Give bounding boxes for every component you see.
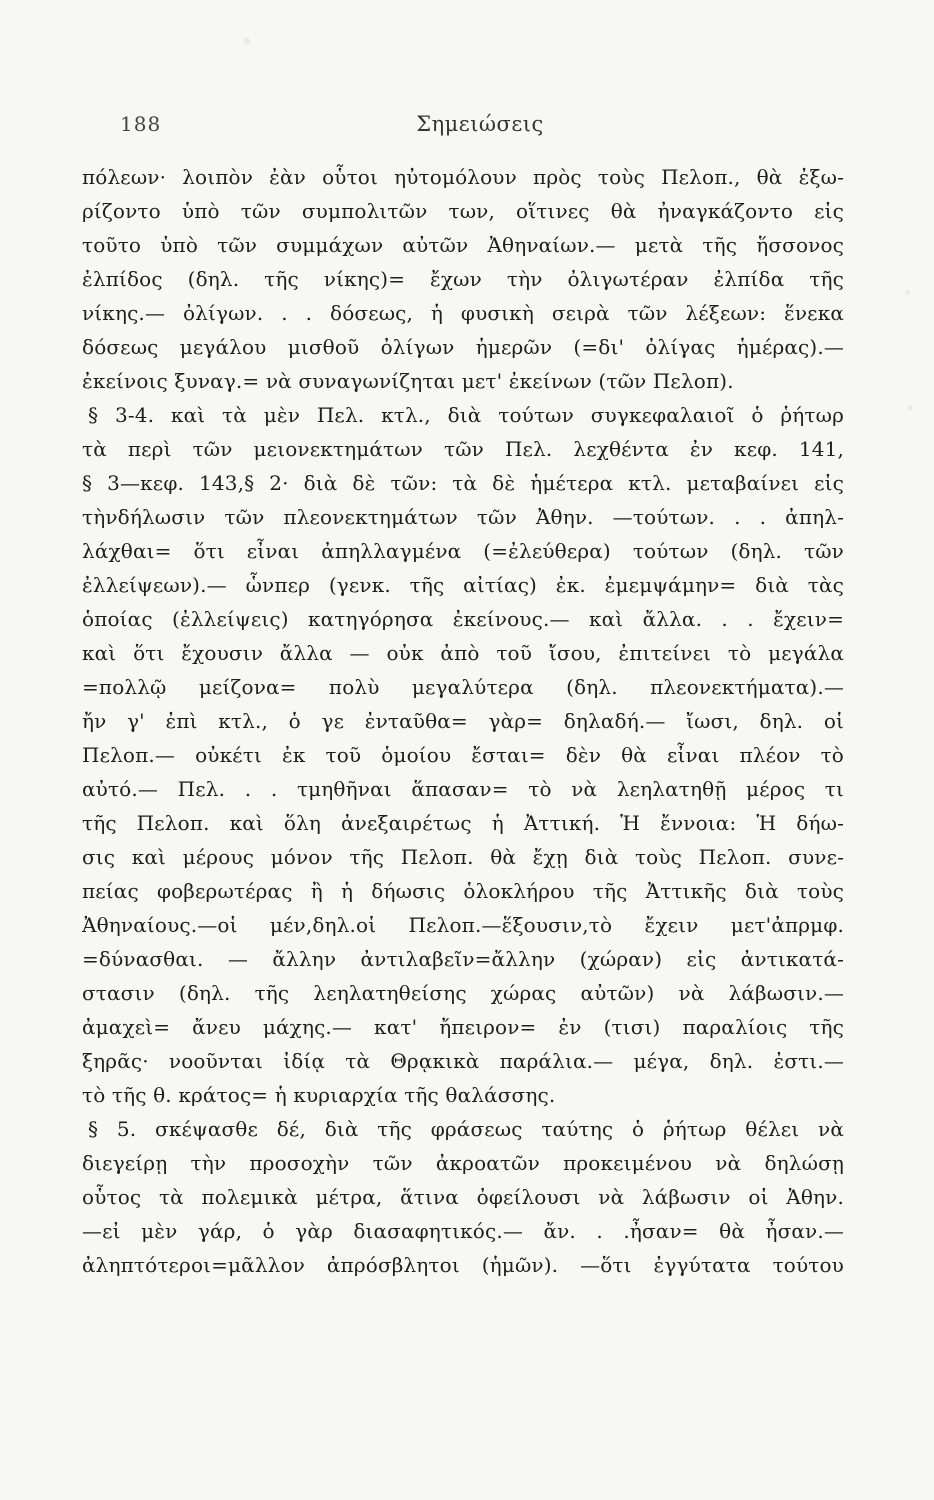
text-line: ἐκείνοις ξυναγ.= νὰ συναγωνίζηται μετ' ἐκείνων (τῶν Πελοπ).	[82, 369, 734, 393]
text-line: τὸ τῆς θ. κράτος= ἡ κυριαρχία τῆς θαλάσσης.	[82, 1083, 556, 1107]
text-line: Πελοπ.— οὐκέτι ἐκ τοῦ ὁμοίου ἔσται= δὲν θὰ εἶναι πλέον τὸ	[82, 743, 844, 767]
text-line: πείας φοβερωτέρας ἢ ἡ δήωσις ὁλοκλήρου τῆς Ἀττικῆς διὰ τοὺς	[82, 879, 844, 903]
text-line: ἤν γ' ἐπὶ κτλ., ὁ γε ἐνταῦθα= γὰρ= δηλαδή.— ἴωσι, δηλ. οἱ	[82, 709, 844, 733]
text-line: =δύνασθαι. — ἄλλην ἀντιλαβεῖν=ἄλλην (χώραν) εἰς ἀντικατά-	[82, 947, 844, 971]
text-line: ἐλλείψεων).— ὧνπερ (γενκ. τῆς αἰτίας) ἐκ. ἐμεμψάμην= διὰ τὰς	[82, 573, 844, 597]
text-line: τῆς Πελοπ. καὶ ὅλη ἀνεξαιρέτως ἡ Ἀττική. Ἡ ἔννοια: Ἡ δήω-	[82, 811, 844, 835]
text-line: πόλεων· λοιπὸν ἐὰν οὗτοι ηὐτομόλουν πρὸς τοὺς Πελοπ., θὰ ἐξω-	[82, 165, 844, 189]
paper-spot	[908, 405, 913, 410]
text-line: ξηρᾶς· νοοῦνται ἰδίᾳ τὰ Θρᾳκικὰ παράλια.— μέγα, δηλ. ἐστι.—	[82, 1049, 844, 1073]
text-line: διεγείρῃ τὴν προσοχὴν τῶν ἀκροατῶν προκειμένου νὰ δηλώσῃ	[82, 1151, 844, 1175]
paper-spot	[244, 38, 250, 44]
notes-text	[82, 160, 844, 1282]
text-line: δόσεως μεγάλου μισθοῦ ὀλίγων ἡμερῶν (=δι' ὀλίγας ἡμέρας).—	[82, 335, 844, 359]
text-line: =πολλῷ μείζονα= πολὺ μεγαλύτερα (δηλ. πλεονεκτήματα).—	[82, 675, 844, 699]
text-line: νίκης.— ὀλίγων. . . δόσεως, ἡ φυσικὴ σειρὰ τῶν λέξεων: ἕνεκα	[82, 301, 844, 325]
text-line: τὴνδήλωσιν τῶν πλεονεκτημάτων τῶν Ἀθην. —τούτων. . . ἀπηλ-	[82, 505, 844, 529]
text-line: —εἰ μὲν γάρ, ὁ γὰρ διασαφητικός.— ἄν. . .ἦσαν= θὰ ἦσαν.—	[82, 1219, 844, 1243]
text-line: ὁποίας (ἐλλείψεις) κατηγόρησα ἐκείνους.— καὶ ἄλλα. . . ἔχειν=	[82, 607, 844, 631]
text-line: στασιν (δηλ. τῆς λεηλατηθείσης χώρας αὐτῶν) νὰ λάβωσιν.—	[82, 981, 844, 1005]
text-line: § 3—κεφ. 143,§ 2· διὰ δὲ τῶν: τὰ δὲ ἡμέτερα κτλ. μεταβαίνει εἰς	[82, 471, 844, 495]
text-line: καὶ ὅτι ἔχουσιν ἄλλα — οὐκ ἀπὸ τοῦ ἴσου, ἐπιτείνει τὸ μεγάλα	[82, 641, 844, 665]
text-line: λάχθαι= ὅτι εἶναι ἀπηλλαγμένα (=ἐλεύθερα) τούτων (δηλ. τῶν	[82, 539, 844, 563]
text-line: τὰ περὶ τῶν μειονεκτημάτων τῶν Πελ. λεχθέντα ἐν κεφ. 141,	[82, 437, 844, 461]
paper-spot	[905, 290, 910, 295]
text-line: ἀληπτότεροι=μᾶλλον ἀπρόσβλητοι (ἡμῶν). —ὅτι ἐγγύτατα τούτου	[82, 1253, 844, 1277]
page-header	[120, 112, 840, 142]
text-line: Ἀθηναίους.—οἱ μέν,δηλ.οἱ Πελοπ.—ἕξουσιν,τὸ ἔχειν μετ'ἀπρμφ.	[82, 913, 844, 937]
text-line: οὗτος τὰ πολεμικὰ μέτρα, ἅτινα ὀφείλουσι νὰ λάβωσιν οἱ Ἀθην.	[82, 1185, 844, 1209]
text-line: σις καὶ μέρους μόνον τῆς Πελοπ. θὰ ἔχῃ διὰ τοὺς Πελοπ. συνε-	[82, 845, 844, 869]
page-number: 188	[120, 112, 162, 136]
text-line: αὐτό.— Πελ. . . τμηθῆναι ἅπασαν= τὸ νὰ λεηλατηθῇ μέρος τι	[82, 777, 844, 801]
text-line: ἐλπίδος (δηλ. τῆς νίκης)= ἔχων τὴν ὀλιγωτέραν ἐλπίδα τῆς	[82, 267, 844, 291]
running-head: Σημειώσεις	[416, 112, 544, 136]
text-line: τοῦτο ὑπὸ τῶν συμμάχων αὐτῶν Ἀθηναίων.— μετὰ τῆς ἥσσονος	[82, 233, 844, 257]
text-line: ἀμαχεὶ= ἄνευ μάχης.— κατ' ἤπειρον= ἐν (τισι) παραλίοις τῆς	[82, 1015, 844, 1039]
text-line: § 3-4. καὶ τὰ μὲν Πελ. κτλ., διὰ τούτων συγκεφαλαιοῖ ὁ ῥήτωρ	[88, 403, 844, 427]
text-line: § 5. σκέψασθε δέ, διὰ τῆς φράσεως ταύτης ὁ ῥήτωρ θέλει νὰ	[88, 1117, 844, 1141]
text-line: ρίζοντο ὑπὸ τῶν συμπολιτῶν των, οἵτινες θὰ ἠναγκάζοντο εἰς	[82, 199, 844, 223]
